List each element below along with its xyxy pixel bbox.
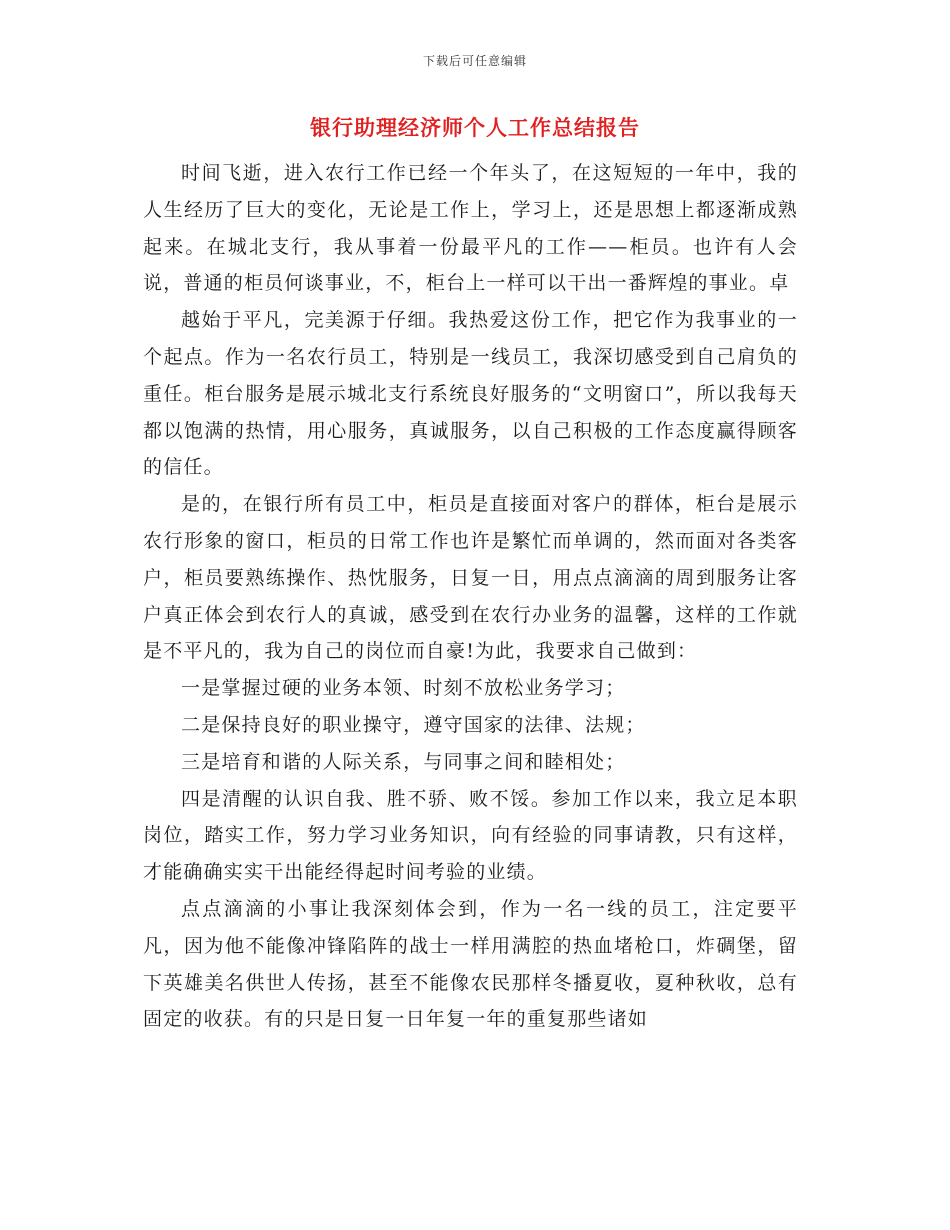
paragraph-point-four: 四是清醒的认识自我、胜不骄、败不馁。参加工作以来，我立足本职岗位，踏实工作，努力学习业务知识，向有经验的同事请教，只有这样，才能确确实实干出能经得起时间考验的业绩。 xyxy=(143,787,798,884)
paragraph-point-two: 二是保持良好的职业操守，遵守国家的法律、法规； xyxy=(181,713,646,736)
paragraph-reflection: 点点滴滴的小事让我深刻体会到，作为一名一线的员工，注定要平凡，因为他不能像冲锋陷阵的战士一样用满腔的热血堵枪口，炸碉堡，留下英雄美名供世人传扬，甚至不能像农民那样冬播夏收，夏种秋收，总有固定的收获。有的只是日复一日年复一年的重复那些诸如 xyxy=(143,897,798,1031)
paragraph-point-three: 三是培育和谐的人际关系，与同事之间和睦相处； xyxy=(181,750,626,773)
header-note: 下载后可任意编辑 xyxy=(422,54,527,68)
document-body xyxy=(143,155,798,1038)
paragraph-teller-role: 是的，在银行所有员工中，柜员是直接面对客户的群体，柜台是展示农行形象的窗口，柜员的日常工作也许是繁忙而单调的，然而面对各类客户，柜员要熟练操作、热忱服务，日复一日，用点点滴滴的周到服务让客户真正体会到农行人的真诚，感受到在农行办业务的温馨，这样的工作就是不平凡的，我为自己的岗位而自豪!为此，我要求自己做到： xyxy=(143,493,798,663)
paragraph-passion: 越始于平凡，完美源于仔细。我热爱这份工作，把它作为我事业的一个起点。作为一名农行员工，特别是一线员工，我深切感受到自己肩负的重任。柜台服务是展示城北支行系统良好服务的“文明窗口”，所以我每天都以饱满的热情，用心服务，真诚服务，以自己积极的工作态度赢得顾客的信任。 xyxy=(143,309,798,479)
document-title: 银行助理经济师个人工作总结报告 xyxy=(310,115,640,140)
paragraph-intro: 时间飞逝，进入农行工作已经一个年头了，在这短短的一年中，我的人生经历了巨大的变化，无论是工作上，学习上，还是思想上都逐渐成熟起来。在城北支行，我从事着一份最平凡的工作——柜员。也许有人会说，普通的柜员何谈事业，不，柜台上一样可以干出一番辉煌的事业。卓 xyxy=(143,162,798,295)
paragraph-point-one: 一是掌握过硬的业务本领、时刻不放松业务学习； xyxy=(181,677,626,700)
